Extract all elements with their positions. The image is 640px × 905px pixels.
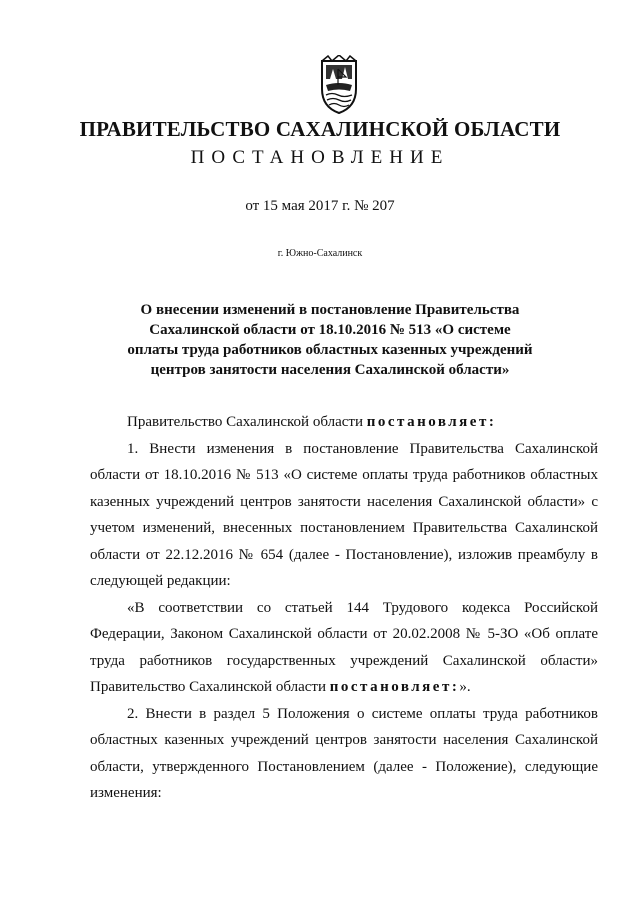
quote-last-end: ». [459, 679, 471, 695]
paragraph-1-line: учетом изменений, внесенных постановлением Правительства Сахалинской [90, 520, 598, 536]
government-title: ПРАВИТЕЛЬСТВО САХАЛИНСКОЙ ОБЛАСТИ [79, 117, 561, 141]
paragraph-2-line: изменения: [90, 785, 162, 801]
quote-last-text: Правительство Сахалинской области [90, 679, 330, 695]
paragraph-1-line: области от 18.10.2016 № 513 «О системе оплаты труда работников областных [90, 467, 598, 483]
document-body [90, 409, 598, 807]
subject-line: центров занятости населения Сахалинской области» [150, 362, 510, 378]
quote-line: «В соответствии со статьей 144 Трудового кодекса Российской [127, 599, 598, 616]
paragraph-2-line: области, утвержденного Постановлением (далее - Положение), следующие [90, 758, 598, 775]
subject-line: Сахалинской области от 18.10.2016 № 513 «О системе [149, 322, 511, 338]
quote-line: труда работников государственных учреждений Сахалинской области» [90, 652, 598, 669]
intro-keyword: постановляет: [366, 414, 497, 430]
resolution-intro [90, 409, 598, 436]
paragraph-2-line: 2. Внести в раздел 5 Положения о системе оплаты труда работников [127, 705, 598, 722]
document-date-number: от 15 мая 2017 г. № 207 [245, 198, 395, 214]
paragraph-1-line: следующей редакции: [90, 573, 231, 589]
subject-line: оплаты труда работников областных казенных учреждений [127, 342, 533, 358]
quote-line: Федерации, Законом Сахалинской области от 20.02.2008 № 5-ЗО «Об оплате [90, 626, 598, 642]
document-subject [120, 300, 540, 380]
paragraph-1-line: казенных учреждений центров занятости населения Сахалинской области» с [90, 493, 598, 510]
intro-text: Правительство Сахалинской области [127, 414, 367, 430]
paragraph-1-line: 1. Внести изменения в постановление Правительства Сахалинской [127, 440, 598, 457]
paragraph-1-line: области от 22.12.2016 № 654 (далее - Постановление), изложив преамбулу в [90, 546, 598, 563]
document-type: ПОСТАНОВЛЕНИЕ [190, 147, 450, 168]
quote-last-line [90, 674, 598, 701]
quote-last-keyword: постановляет: [329, 679, 460, 695]
document-city: г. Южно-Сахалинск [277, 248, 363, 259]
paragraph-2-line: областных казенных учреждений центров занятости населения Сахалинской [90, 732, 598, 748]
subject-line: О внесении изменений в постановление Правительства [140, 302, 520, 318]
coat-of-arms-emblem [318, 55, 360, 115]
